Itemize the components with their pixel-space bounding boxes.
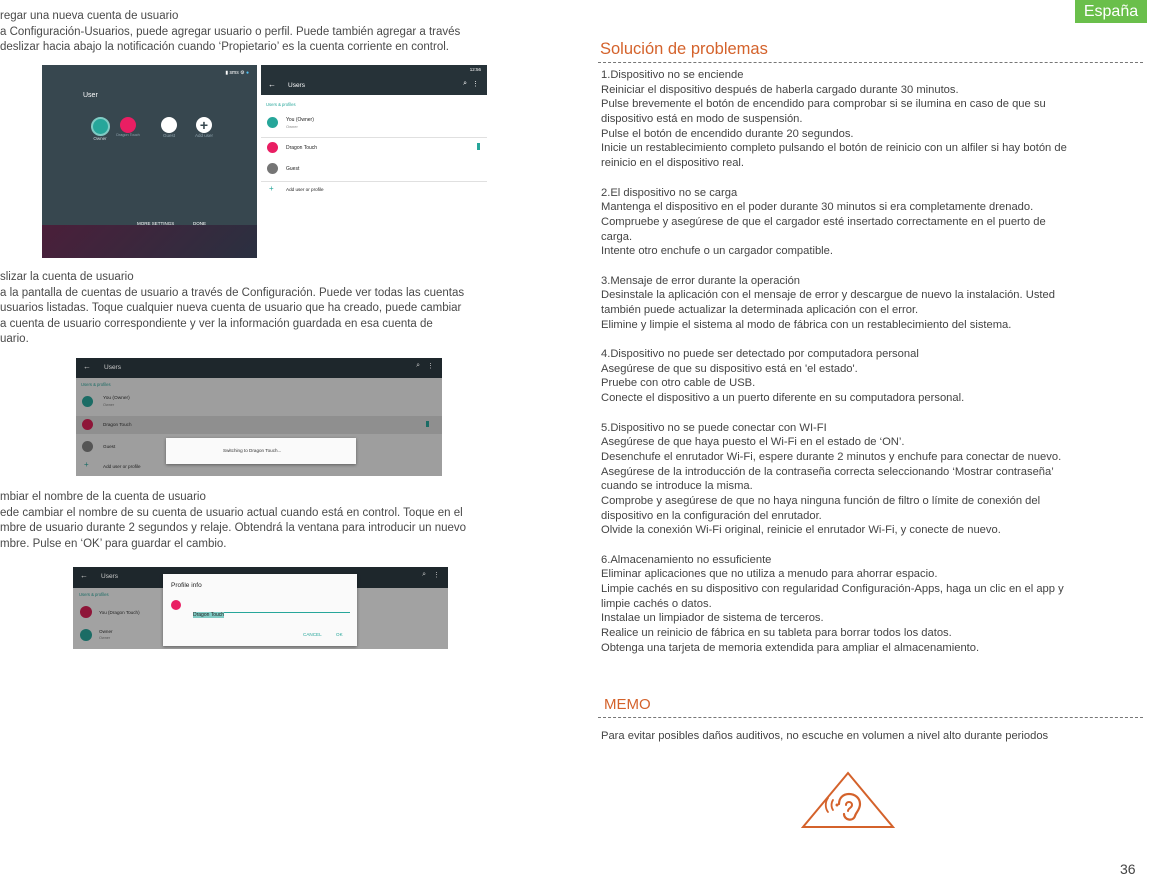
text-line: Eliminar aplicaciones que no utiliza a menudo para ahorrar espacio.: [601, 568, 938, 581]
overflow-menu-icon[interactable]: ⋮: [427, 363, 434, 370]
status-bar: ▮ sms ⚙ ●: [225, 70, 249, 76]
user-label: Dragon Touch: [116, 133, 140, 137]
owner-avatar: [267, 117, 278, 128]
text-line: a Configuración-Usuarios, puede agregar usuario o perfil. Puede también agregar a través: [0, 25, 461, 38]
section-no-charge: [601, 186, 1067, 259]
text-line: reinicio en el dispositivo real.: [601, 157, 745, 170]
switch-user-heading: slizar la cuenta de usuario: [0, 271, 134, 283]
owner-avatar: [82, 396, 93, 407]
owner-avatar: [80, 629, 92, 641]
user-label: Guest: [162, 133, 175, 138]
plus-icon: +: [269, 184, 274, 193]
text-line: ede cambiar el nombre de su cuenta de usuario actual cuando está en control. Toque en el: [0, 506, 463, 519]
section-title: 5.Dispositivo no se puede conectar con WI-FI: [601, 421, 827, 434]
section-pc-detection: [601, 347, 1067, 406]
text-line: Olvide la conexión Wi-Fi original, reinicie el enrutador Wi-Fi, y conecte de nuevo.: [601, 524, 1001, 537]
user-row-owner[interactable]: You (Owner) Owner: [76, 393, 442, 411]
add-user-icon: +: [196, 117, 212, 133]
dragon-touch-avatar: [82, 419, 93, 430]
troubleshooting-heading: Solución de problemas: [600, 40, 768, 58]
screenshot-user-panel: [42, 65, 257, 258]
screenshot-users-list: [261, 65, 487, 207]
user-row-owner[interactable]: You (Owner) Owner: [261, 114, 487, 134]
switch-user-text: [0, 270, 464, 348]
text-line: Desinstale la aplicación con el mensaje de error y descargue de nuevo la instalación. Usted: [601, 289, 1055, 302]
text-line: uario.: [0, 333, 29, 346]
user-option-owner[interactable]: [87, 117, 113, 141]
users-title: Users: [101, 573, 118, 580]
back-arrow-icon[interactable]: ←: [268, 80, 276, 89]
search-icon[interactable]: ⌕: [416, 362, 420, 369]
language-badge: España: [1075, 0, 1147, 23]
plus-icon: +: [84, 460, 89, 469]
user-option-guest[interactable]: [156, 117, 182, 138]
clock-text: 12:56: [469, 67, 481, 72]
user-row-dragon-touch[interactable]: Dragon Touch: [261, 140, 487, 157]
text-line: Asegúrese de la introducción de la contraseña correcta seleccionando ‘Mostrar contraseña’: [601, 465, 1054, 478]
text-line: Elimine y limpie el sistema al modo de fábrica con un restablecimiento del sistema.: [601, 318, 1012, 331]
text-line: dispositivo en la configuración del enrutador.: [601, 509, 822, 522]
back-arrow-icon[interactable]: ←: [83, 362, 91, 371]
done-button[interactable]: DONE: [193, 221, 207, 226]
section-title: 4.Dispositivo no puede ser detectado por computadora personal: [601, 348, 919, 361]
switching-dialog: Switching to Dragon Touch...: [166, 438, 356, 464]
users-title: Users: [104, 364, 121, 371]
text-line: usuarios listadas. Toque cualquier nueva cuenta de usuario que ha creado, puede cambiar: [0, 302, 462, 315]
more-settings-button[interactable]: MORE SETTINGS: [137, 221, 175, 226]
memo-text: Para evitar posibles daños auditivos, no escuche en volumen a nivel alto durante periodos: [601, 730, 1049, 742]
text-line: Inicie un restablecimiento completo pulsando el botón de reinicio con un alfiler si hay botón de: [601, 142, 1067, 155]
trash-icon[interactable]: [426, 421, 429, 427]
text-line: cuando se introduce la misma.: [601, 480, 753, 493]
text-line: carga.: [601, 230, 633, 243]
user-row-owner[interactable]: Owner Owner: [73, 626, 183, 644]
search-icon[interactable]: ⌕: [463, 80, 467, 87]
section-header: Users & profiles: [266, 102, 296, 107]
search-icon[interactable]: ⌕: [422, 571, 426, 578]
trash-icon[interactable]: [477, 143, 480, 150]
section-title: 3.Mensaje de error durante la operación: [601, 274, 801, 287]
text-line: Obtenga una tarjeta de memoria extendida para ampliar el almacenamiento.: [601, 641, 980, 654]
profile-avatar: [171, 600, 181, 610]
section-header: Users & profiles: [81, 382, 111, 387]
user-row-guest[interactable]: Guest: [76, 438, 442, 456]
user-option-add[interactable]: [191, 117, 217, 138]
user-row-guest[interactable]: Guest: [261, 161, 487, 178]
section-storage: [601, 553, 1067, 656]
guest-avatar: [161, 117, 177, 133]
overflow-menu-icon[interactable]: ⋮: [433, 572, 440, 579]
user-row-self[interactable]: You (Dragon Touch): [73, 604, 183, 620]
profile-name-input[interactable]: Dragon Touch: [193, 603, 350, 613]
text-line: Instalae un limpiador de sistema de terceros.: [601, 612, 824, 625]
hearing-warning-icon: [800, 770, 896, 830]
heading-divider: [598, 62, 1143, 63]
guest-avatar: [267, 163, 278, 174]
panel-title: User: [83, 92, 98, 99]
rename-user-text: [0, 490, 466, 552]
text-line: Compruebe y asegúrese de que el cargador esté insertado correctamente en el puerto de: [601, 215, 1046, 228]
memo-divider: [598, 717, 1143, 718]
troubleshooting-content: [601, 68, 1067, 656]
text-line: Desenchufe el enrutador Wi-Fi, espere durante 2 minutos y enchufe para conectar de nuevo.: [601, 450, 1062, 463]
screenshot-profile-info: [73, 567, 448, 649]
memo-heading: MEMO: [604, 696, 651, 713]
add-user-row[interactable]: + Add user or profile: [269, 184, 324, 193]
text-line: Pulse el botón de encendido durante 20 segundos.: [601, 127, 854, 140]
section-no-power: [601, 68, 1067, 171]
dragon-touch-avatar: [267, 142, 278, 153]
cancel-button[interactable]: CANCEL: [303, 632, 322, 637]
text-line: deslizar hacia abajo la notificación cuando ‘Propietario’ es la cuenta corriente en control.: [0, 41, 449, 54]
back-arrow-icon[interactable]: ←: [80, 571, 88, 580]
text-line: Pulse brevemente el botón de encendido para comprobar si se ilumina en caso de que su: [601, 98, 1046, 111]
text-line: Asegúrese de que haya puesto el Wi-Fi en el estado de ‘ON’.: [601, 436, 905, 449]
gear-icon[interactable]: ⚙: [240, 70, 245, 76]
guest-avatar: [82, 441, 93, 452]
overflow-menu-icon[interactable]: ⋮: [472, 81, 479, 88]
ok-button[interactable]: OK: [336, 632, 343, 637]
section-wifi: [601, 421, 1067, 539]
text-line: Pruebe con otro cable de USB.: [601, 377, 756, 390]
text-line: Realice un reinicio de fábrica en su tableta para borrar todos los datos.: [601, 627, 952, 640]
add-user-row[interactable]: + Add user or profile: [84, 460, 141, 469]
user-row-dragon-touch[interactable]: Dragon Touch: [76, 416, 442, 434]
text-line: Comprobe y asegúrese de que no haya ninguna función de filtro o límite de conexión del: [601, 494, 1041, 507]
section-title: 1.Dispositivo no se enciende: [601, 69, 744, 81]
text-line: mbre. Pulse en ‘OK’ para guardar el cambio.: [0, 537, 227, 550]
user-option-dragon-touch[interactable]: [115, 117, 141, 137]
section-title: 2.El dispositivo no se carga: [601, 186, 738, 199]
text-line: Reiniciar el dispositivo después de haberla cargado durante 30 minutos.: [601, 83, 959, 96]
rename-user-heading: mbiar el nombre de la cuenta de usuario: [0, 491, 206, 503]
users-title: Users: [288, 82, 305, 89]
text-line: también puede actualizar la determinada aplicación con el error.: [601, 304, 919, 316]
text-line: Limpie cachés en su dispositivo con regularidad Configuración-Apps, haga un clic en el app y: [601, 583, 1064, 596]
text-line: Asegúrese de que su dispositivo está en 'el estado'.: [601, 362, 858, 375]
text-line: a la pantalla de cuentas de usuario a través de Configuración. Puede ver todas las cuentas: [0, 286, 465, 299]
text-line: Mantenga el dispositivo en el poder durante 30 minutos si era completamente drenado.: [601, 201, 1034, 214]
page-number: 36: [1120, 861, 1136, 877]
section-title: 6.Almacenamiento no essuficiente: [601, 553, 772, 566]
section-error-message: [601, 274, 1067, 333]
dialog-title: Profile info: [171, 582, 202, 589]
text-line: dispositivo está en modo de suspensión.: [601, 113, 803, 126]
user-label: Owner: [93, 136, 107, 141]
user-icon[interactable]: ●: [245, 70, 249, 76]
text-line: limpie cachés o datos.: [601, 597, 712, 610]
text-line: mbre de usuario durante 2 segundos y relaje. Obtendrá la ventana para introducir un nuevo: [0, 522, 467, 535]
dragon-touch-avatar: [80, 606, 92, 618]
add-user-text: [0, 9, 460, 56]
battery-icon: ▮: [225, 70, 229, 76]
owner-avatar: [91, 117, 110, 136]
user-label: Add user: [194, 133, 213, 138]
profile-info-dialog: [163, 574, 357, 646]
add-user-heading: regar una nueva cuenta de usuario: [0, 10, 179, 22]
section-header: Users & profiles: [79, 592, 109, 597]
text-line: Intente otro enchufe o un cargador compatible.: [601, 245, 833, 258]
dragon-touch-avatar: [120, 117, 136, 133]
screenshot-switching-user: [76, 358, 442, 476]
text-line: a cuenta de usuario correspondiente y ver la información guardada en esa cuenta de: [0, 317, 433, 330]
text-line: Conecte el dispositivo a un puerto diferente en su computadora personal.: [601, 392, 965, 405]
